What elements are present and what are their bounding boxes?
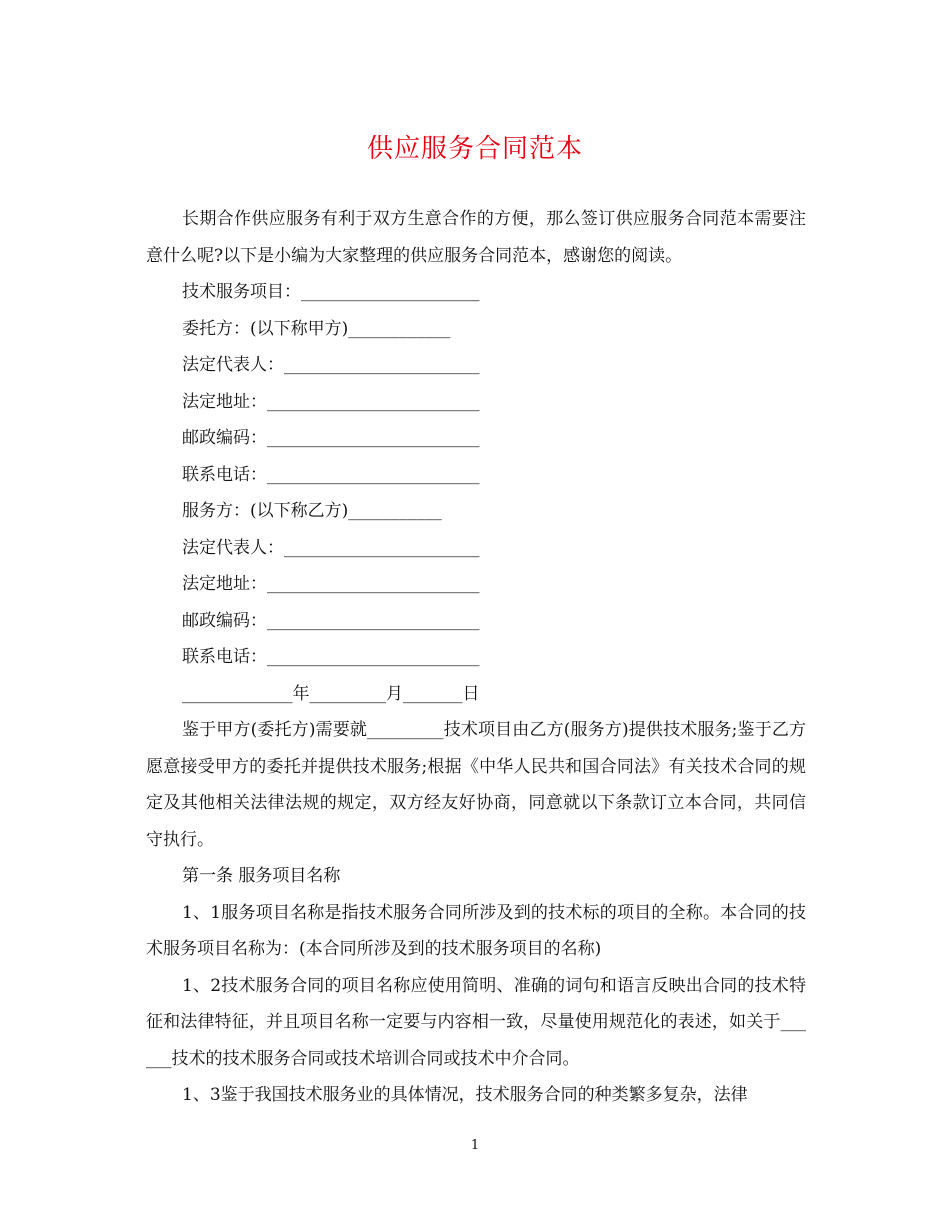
clause-1-1: 1、1服务项目名称是指技术服务合同所涉及到的技术标的项目的全称。本合同的技术服务项目名称为：(本合同所涉及到的技术服务项目的名称) [146,902,806,959]
field-client-postal-code: 邮政编码：_________________________ [182,428,480,448]
field-provider-phone: 联系电话：_________________________ [182,647,480,667]
field-provider: 服务方：(以下称乙方)___________ [182,501,442,521]
field-provider-legal-address: 法定地址：_________________________ [182,574,480,594]
page-number: 1 [470,1138,480,1153]
article-heading: 第一条 服务项目名称 [182,866,341,886]
field-date: _____________年_________月_______日 [182,683,480,704]
field-service-project: 技术服务项目：_____________________ [182,282,480,302]
field-client: 委托方：(以下称甲方)____________ [182,318,451,339]
document-body [146,201,806,1114]
field-provider-postal-code: 邮政编码：_________________________ [182,610,480,631]
recital-paragraph: 鉴于甲方(委托方)需要就_________技术项目由乙方(服务方)提供技术服务;鉴于乙方愿意接受甲方的委托并提供技术服务;根据《中华人民共和国合同法》有关技术合同的规定及其他相关法律法规的规定，双方经友好协商，同意就以下条款订立本合同，共同信守执行。 [146,720,806,850]
document-title: 供应服务合同范本 [366,134,583,164]
clause-1-2: 1、2技术服务合同的项目名称应使用简明、准确的词句和语言反映出合同的技术特征和法律特征，并且项目名称一定要与内容相一致，尽量使用规范化的表述，如关于______技术的技术服务合同或技术培训合同或技术中介合同。 [146,975,806,1069]
field-provider-legal-representative: 法定代表人：_______________________ [182,537,480,558]
intro-paragraph: 长期合作供应服务有利于双方生意合作的方便，那么签订供应服务合同范本需要注意什么呢?以下是小编为大家整理的供应服务合同范本，感谢您的阅读。 [146,209,806,266]
clause-1-3: 1、3鉴于我国技术服务业的具体情况，技术服务合同的种类繁多复杂，法律 [182,1085,748,1105]
field-client-phone: 联系电话：_________________________ [182,464,480,485]
field-client-legal-address: 法定地址：_________________________ [182,391,480,412]
field-client-legal-representative: 法定代表人：_______________________ [182,355,480,375]
